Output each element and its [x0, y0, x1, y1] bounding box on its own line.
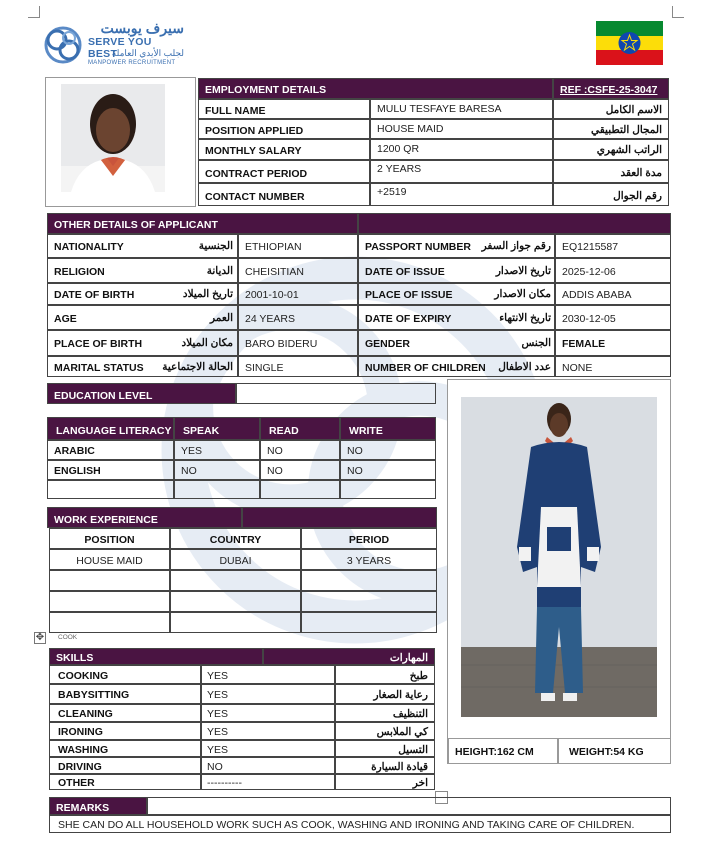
education-value [236, 383, 436, 404]
skill-value: YES [201, 665, 335, 684]
skill-label: DRIVING [49, 757, 201, 774]
applicant-field-value: FEMALE [555, 330, 671, 356]
skill-value: YES [201, 704, 335, 722]
employment-arabic-label: مدة العقد [553, 160, 669, 183]
employment-value: 1200 QR [370, 139, 553, 160]
employment-arabic-label: الراتب الشهري [553, 139, 669, 160]
work-experience-cell [301, 612, 437, 633]
education-header: EDUCATION LEVEL [47, 383, 236, 404]
other-details-header-right [358, 213, 671, 234]
language-level: NO [340, 460, 436, 480]
employment-label: POSITION APPLIED [198, 119, 370, 139]
applicant-field-arabic: رقم جواز السفر [481, 240, 551, 252]
employment-header: EMPLOYMENT DETAILS [198, 78, 553, 99]
applicant-field-label: PLACE OF ISSUE [358, 283, 555, 305]
language-column-header: SPEAK [174, 417, 260, 440]
ethiopia-flag [596, 21, 663, 65]
full-body-photo [461, 397, 657, 717]
language-level: NO [260, 440, 340, 460]
work-experience-cell [301, 570, 437, 591]
language-level: NO [260, 460, 340, 480]
applicant-field-value: SINGLE [238, 356, 358, 377]
applicant-field-label: MARITAL STATUS [47, 356, 238, 377]
work-experience-header: WORK EXPERIENCE [47, 507, 242, 528]
applicant-field-value: 24 YEARS [238, 305, 358, 330]
skills-arabic-header: المهارات [263, 648, 435, 665]
work-column-header: PERIOD [301, 528, 437, 549]
skill-arabic-label: قيادة السيارة [335, 757, 435, 774]
cook-note: COOK [58, 634, 78, 641]
language-level: NO [174, 460, 260, 480]
language-level [174, 480, 260, 499]
employment-label: CONTRACT PERIOD [198, 160, 370, 183]
portrait-photo [61, 84, 165, 192]
logo-knot-icon [42, 22, 84, 68]
employment-label: CONTACT NUMBER [198, 183, 370, 206]
applicant-field-arabic: عدد الاطفال [498, 361, 551, 373]
employment-label: FULL NAME [198, 99, 370, 119]
skill-label: OTHER [49, 774, 201, 790]
skill-value: ---------- [201, 774, 335, 790]
company-arabic-tagline: لجلب الأيدي العاملة [111, 48, 184, 58]
applicant-field-value: ETHIOPIAN [238, 234, 358, 258]
work-experience-cell [301, 591, 437, 612]
applicant-field-value: 2025-12-06 [555, 258, 671, 283]
applicant-field-arabic: الديانة [206, 265, 233, 277]
company-english-name: SERVE YOU BEST [88, 36, 152, 60]
applicant-field-arabic: تاريخ الميلاد [182, 288, 233, 300]
work-experience-cell [170, 591, 301, 612]
skill-arabic-label: التنظيف [335, 704, 435, 722]
height-value: HEIGHT:162 CM [448, 738, 558, 764]
skill-label: CLEANING [49, 704, 201, 722]
applicant-field-arabic: تاريخ الانتهاء [499, 312, 551, 324]
applicant-field-label: GENDER [358, 330, 555, 356]
reference-number: REF :CSFE-25-3047 [553, 78, 669, 99]
applicant-field-arabic: مكان الاصدار [494, 288, 551, 300]
work-column-header: POSITION [49, 528, 170, 549]
language-name: ARABIC [47, 440, 174, 460]
applicant-field-label: PASSPORT NUMBER [358, 234, 555, 258]
work-experience-cell: 3 YEARS [301, 549, 437, 570]
applicant-field-arabic: الجنس [521, 337, 551, 349]
employment-arabic-label: رقم الجوال [553, 183, 669, 206]
employment-label: MONTHLY SALARY [198, 139, 370, 160]
language-name [47, 480, 174, 499]
skill-arabic-label: رعاية الصغار [335, 684, 435, 704]
skill-arabic-label: كي الملابس [335, 722, 435, 740]
page-corner-mark [28, 6, 40, 18]
skill-label: BABYSITTING [49, 684, 201, 704]
applicant-field-value: EQ1215587 [555, 234, 671, 258]
work-column-header: COUNTRY [170, 528, 301, 549]
employment-value: HOUSE MAID [370, 119, 553, 139]
applicant-field-label: DATE OF ISSUE [358, 258, 555, 283]
applicant-field-value: BARO BIDERU [238, 330, 358, 356]
skill-label: IRONING [49, 722, 201, 740]
skill-value: YES [201, 722, 335, 740]
skill-label: WASHING [49, 740, 201, 757]
language-name: ENGLISH [47, 460, 174, 480]
applicant-field-value: 2001-10-01 [238, 283, 358, 305]
language-level [340, 480, 436, 499]
skills-header: SKILLS [49, 648, 263, 665]
other-details-header: OTHER DETAILS OF APPLICANT [47, 213, 358, 234]
applicant-field-value: NONE [555, 356, 671, 377]
skill-arabic-label: اخر [335, 774, 435, 790]
language-level: YES [174, 440, 260, 460]
language-level [260, 480, 340, 499]
work-experience-cell [49, 612, 170, 633]
remarks-header: REMARKS [49, 797, 147, 815]
skill-label: COOKING [49, 665, 201, 684]
employment-value: +2519 [370, 183, 553, 206]
employment-value: MULU TESFAYE BARESA [370, 99, 553, 119]
language-column-header: LANGUAGE LITERACY [47, 417, 174, 440]
company-arabic-name: سيرف يوبست [100, 20, 184, 36]
applicant-field-arabic: العمر [209, 312, 233, 324]
applicant-field-label: NATIONALITY [47, 234, 238, 258]
applicant-field-label: AGE [47, 305, 238, 330]
applicant-field-arabic: تاريخ الاصدار [495, 265, 551, 277]
applicant-field-value: ADDIS ABABA [555, 283, 671, 305]
company-english-tagline: MANPOWER RECRUITMENT [88, 60, 176, 66]
language-column-header: READ [260, 417, 340, 440]
applicant-field-value: 2030-12-05 [555, 305, 671, 330]
company-logo [42, 20, 182, 72]
work-experience-cell [170, 570, 301, 591]
skill-arabic-label: طبخ [335, 665, 435, 684]
remarks-header-blank [147, 797, 671, 815]
language-level: NO [340, 440, 436, 460]
employment-arabic-label: المجال التطبيقي [553, 119, 669, 139]
applicant-field-label: DATE OF EXPIRY [358, 305, 555, 330]
work-experience-cell: DUBAI [170, 549, 301, 570]
applicant-field-label: RELIGION [47, 258, 238, 283]
applicant-field-label: PLACE OF BIRTH [47, 330, 238, 356]
work-experience-cell [49, 570, 170, 591]
page-corner-mark [672, 6, 684, 18]
applicant-field-label: DATE OF BIRTH [47, 283, 238, 305]
work-experience-cell [170, 612, 301, 633]
skill-value: NO [201, 757, 335, 774]
weight-value: WEIGHT:54 KG [558, 738, 671, 764]
work-experience-cell [49, 591, 170, 612]
skill-arabic-label: التسيل [335, 740, 435, 757]
applicant-field-arabic: الحالة الاجتماعية [162, 361, 233, 373]
language-column-header: WRITE [340, 417, 436, 440]
applicant-field-value: CHEISITIAN [238, 258, 358, 283]
skill-value: YES [201, 740, 335, 757]
applicant-field-arabic: الجنسية [198, 240, 233, 252]
applicant-field-label: NUMBER OF CHILDREN [358, 356, 555, 377]
employment-arabic-label: الاسم الكامل [553, 99, 669, 119]
work-experience-header-right [242, 507, 437, 528]
applicant-field-arabic: مكان الميلاد [181, 337, 233, 349]
skill-value: YES [201, 684, 335, 704]
employment-value: 2 YEARS [370, 160, 553, 183]
work-experience-cell: HOUSE MAID [49, 549, 170, 570]
remarks-text: SHE CAN DO ALL HOUSEHOLD WORK SUCH AS COOK, WASHING AND IRONING AND TAKING CARE OF CHILDREN. [49, 815, 671, 833]
table-move-handle-icon[interactable]: ✥ [35, 632, 45, 643]
